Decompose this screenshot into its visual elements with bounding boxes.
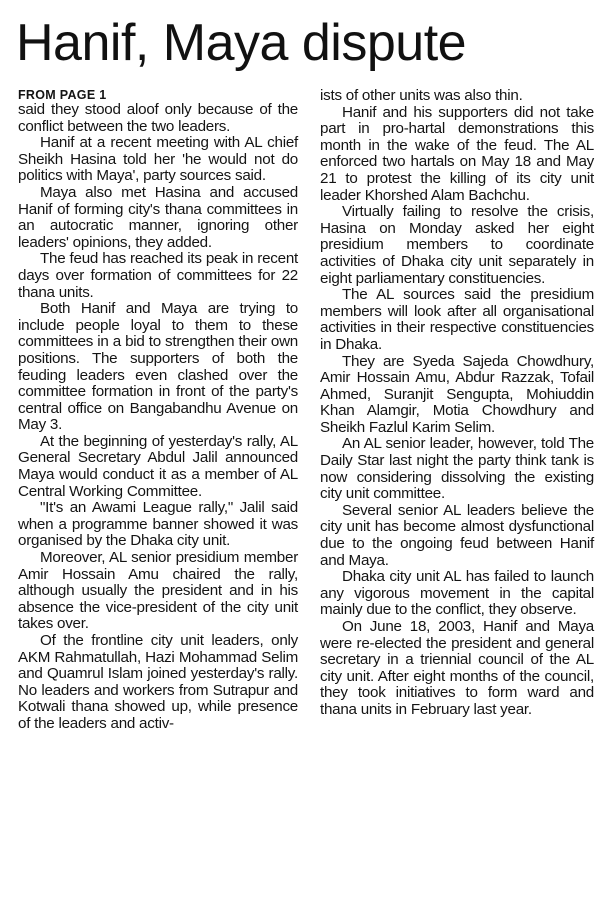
continued-from-label: FROM PAGE 1 — [18, 88, 107, 102]
paragraph: Hanif at a recent meeting with AL chief Sheikh Hasina told her 'he would not do politics with Maya', party sources said. — [18, 134, 298, 185]
paragraph: said they stood aloof only because of the conflict between the two leaders. — [18, 101, 298, 135]
paragraph: At the beginning of yesterday's rally, AL General Secretary Abdul Jalil announced Maya would conduct it as a member of AL Central Working Committee. — [18, 432, 298, 500]
paragraph: ists of other units was also thin. — [320, 87, 523, 104]
paragraph: Moreover, AL senior presidium member Amir Hossain Amu chaired the rally, although usually the president and in his absence the vice-president of the city unit takes over. — [18, 549, 298, 633]
article-column-right — [320, 88, 594, 719]
paragraph: Both Hanif and Maya are trying to include people loyal to them to these committees in a bid to strengthen their own positions. The supporters of both the feuding leaders even clashed over the committee formation in front of the party's central office on Bangabandhu Avenue on May 3. — [18, 300, 298, 434]
paragraph: The feud has reached its peak in recent days over formation of committees for 22 thana units. — [18, 250, 298, 301]
paragraph: Of the frontline city unit leaders, only AKM Rahmatullah, Hazi Mohammad Selim and Quamrul Islam joined yesterday's rally. No leaders and workers from Sutrapur and Kotwali thana showed up, while presence of the leaders and activ- — [18, 632, 298, 732]
paragraph: Hanif and his supporters did not take part in pro-hartal demonstrations this month in the wake of the feud. The AL enforced two hartals on May 18 and May 21 to protest the killing of its city unit leader Khorshed Alam Bachchu. — [320, 103, 594, 204]
article-column-left — [18, 88, 298, 733]
paragraph: "It's an Awami League rally," Jalil said when a programme banner showed it was organised by the Dhaka city unit. — [18, 499, 298, 550]
paragraph: On June 18, 2003, Hanif and Maya were re-elected the president and general secretary in a triennial council of the AL city unit. After eight months of the council, they took initiatives to form ward and thana units in February last year. — [320, 618, 594, 718]
paragraph: Virtually failing to resolve the crisis, Hasina on Monday asked her eight presidium members to coordinate activities of Dhaka city unit separately in eight parliamentary constituencies. — [320, 203, 594, 287]
paragraph: They are Syeda Sajeda Chowdhury, Amir Hossain Amu, Abdur Razzak, Tofail Ahmed, Suranjit Sengupta, Mohiuddin Khan Alamgir, Motia Chowdhury and Sheikh Fazlul Karim Selim. — [320, 352, 594, 436]
headline: Hanif, Maya dispute — [16, 14, 467, 72]
paragraph: Maya also met Hasina and accused Hanif of forming city's thana committees in an autocratic manner, ignoring other leaders' opinions, they added. — [18, 183, 298, 251]
paragraph: An AL senior leader, however, told The Daily Star last night the party think tank is now considering dissolving the existing city unit committee. — [320, 435, 594, 503]
paragraph: The AL sources said the presidium members will look after all organisational activities in their respective constituencies in Dhaka. — [320, 286, 594, 353]
paragraph: Several senior AL leaders believe the city unit has become almost dysfunctional due to the ongoing feud between Hanif and Maya. — [320, 501, 594, 569]
paragraph: Dhaka city unit AL has failed to launch any vigorous movement in the capital mainly due to the conflict, they observe. — [320, 568, 594, 619]
